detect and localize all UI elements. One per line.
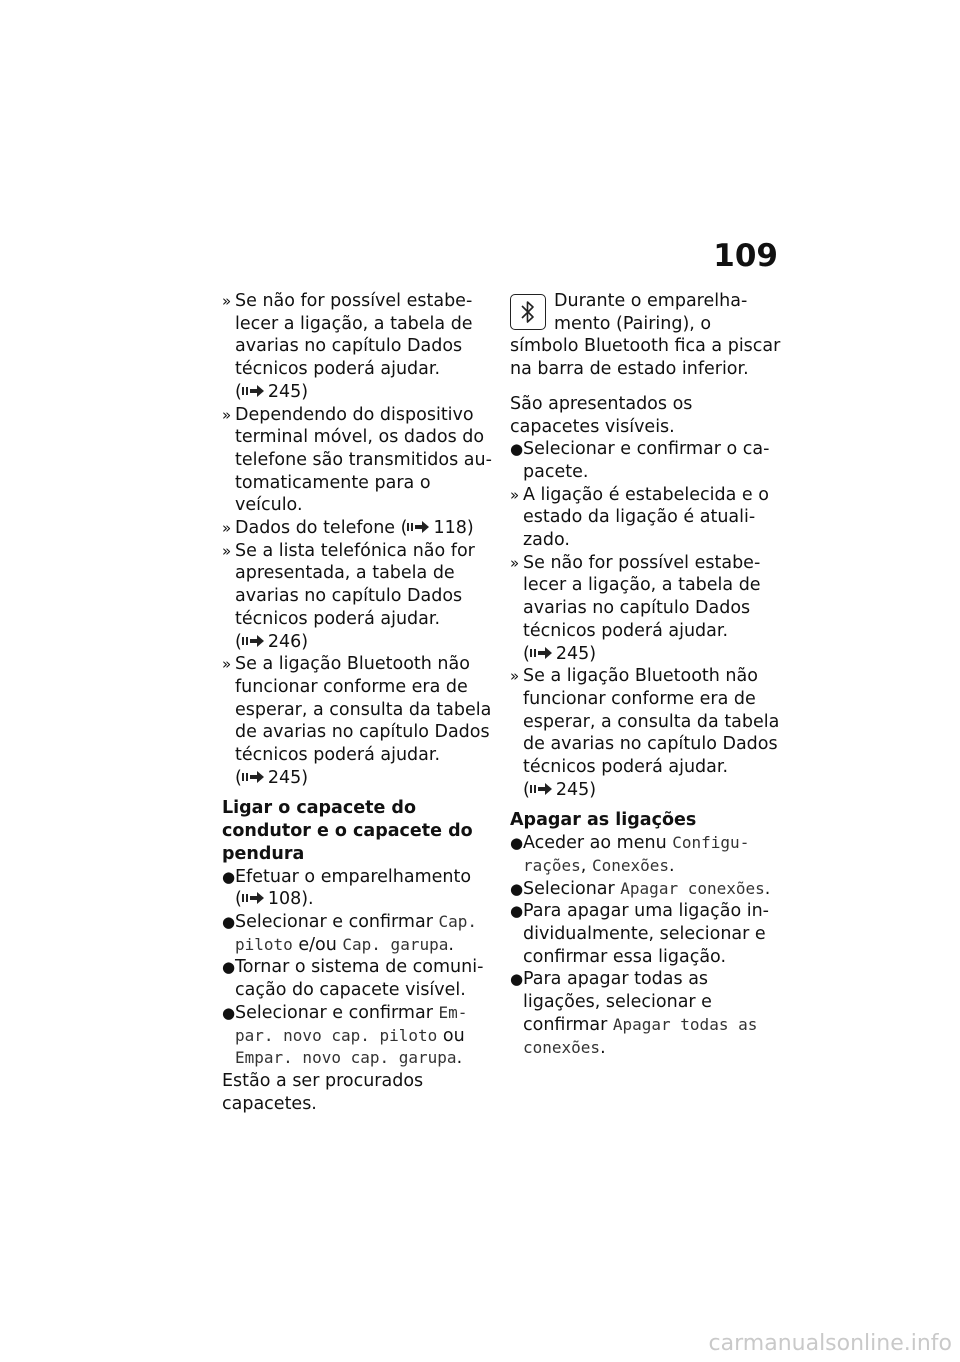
ref-arrow-icon (242, 771, 264, 783)
page-number: 109 (713, 238, 778, 274)
page-ref[interactable]: 245 (267, 767, 302, 788)
list-item: » Dependendo do dispositivo terminal móvel, os dados do telefone são transmitidos automaticamente para o veículo. (222, 404, 492, 516)
result-marker: » (510, 553, 520, 572)
list-item: » Se a lista telefónica não for apresentada, a tabela de avarias no capítulo Dados técnicos poderá ajudar. ( 246) (222, 540, 475, 652)
bluetooth-note: Durante o emparelhamento (Pairing), o símbolo Bluetooth fica a piscar na barra de estado inferior. (510, 291, 781, 380)
result-marker: » (510, 485, 520, 504)
left-column (222, 290, 492, 1115)
step-item: ● Aceder ao menu Configurações, Conexões. (510, 833, 750, 876)
ref-arrow-icon (530, 783, 552, 795)
visible-note: São apresentados os capacetes visíveis. (510, 393, 693, 437)
ref-arrow-icon (407, 521, 429, 533)
list-item: » A ligação é estabelecida e o estado da ligação é atualizado. (510, 484, 769, 551)
list-item: » Se a ligação Bluetooth não funcionar conforme era de esperar, a consulta da tabela de avarias no capítulo Dados técnicos poderá ajudar. ( 245) (222, 654, 492, 788)
step-item: ● Tornar o sistema de comunicação do capacete visível. (222, 957, 484, 1001)
page-ref[interactable]: 245 (267, 381, 302, 402)
list-item: » Se não for possível estabelecer a ligação, a tabela de avarias no capítulo Dados técnicos poderá ajudar. ( 245) (510, 552, 761, 664)
bullet-marker: ● (510, 879, 524, 898)
section-heading: Ligar o capacete do condutor e o capacete do pendura (222, 798, 473, 864)
bullet-marker: ● (222, 1003, 236, 1022)
ref-arrow-icon (242, 635, 264, 647)
menu-option: Configurações (523, 833, 750, 875)
menu-option: Cap. piloto (235, 911, 477, 954)
section-heading: Apagar as ligações (510, 810, 697, 831)
menu-option: Cap. garupa (342, 934, 449, 954)
bluetooth-icon (510, 294, 546, 330)
list-item: » Se não for possível estabelecer a ligação, a tabela de avarias no capítulo Dados técnicos poderá ajudar. ( 245) (222, 291, 473, 402)
menu-option: Conexões (591, 855, 669, 875)
result-paragraph: Estão a ser procurados capacetes. (222, 1070, 424, 1114)
ref-arrow-icon (242, 892, 264, 904)
bullet-marker: ● (222, 867, 236, 886)
watermark: carmanualsonline.info (708, 1331, 952, 1356)
bullet-marker: ● (222, 958, 236, 977)
bullet-marker: ● (510, 902, 524, 921)
step-item: ● Selecionar e confirmar Empar. novo cap. piloto ou Empar. novo cap. garupa. (222, 1002, 468, 1069)
result-marker: » (222, 655, 232, 674)
bullet-marker: ● (222, 912, 236, 931)
page-ref[interactable]: 108). (267, 889, 314, 910)
list-item: » Dados do telefone ( 118) (222, 518, 474, 539)
right-column (510, 290, 782, 1059)
result-marker: » (510, 667, 520, 686)
step-item: ● Efetuar o emparelhamento ( 108). (222, 866, 472, 910)
step-item: ● Para apagar todas as ligações, selecionar e confirmar Apagar todas as conexões. (510, 969, 758, 1058)
ref-arrow-icon (530, 647, 552, 659)
result-marker: » (222, 405, 232, 424)
page-ref[interactable]: 246 (267, 631, 302, 652)
step-item: ● Selecionar Apagar conexões. (510, 878, 771, 899)
page-ref[interactable]: 245 (555, 779, 590, 800)
menu-option: Apagar todas as conexões (523, 1014, 758, 1057)
ref-arrow-icon (242, 385, 264, 397)
menu-option: Empar. novo cap. garupa (235, 1048, 457, 1068)
bullet-marker: ● (510, 834, 524, 853)
bullet-marker: ● (510, 970, 524, 989)
page-ref[interactable]: 245 (555, 643, 590, 664)
step-item: ● Para apagar uma ligação individualmente, selecionar e confirmar essa ligação. (510, 901, 769, 967)
menu-option: Apagar conexões (620, 878, 765, 898)
menu-option: Empar. novo cap. piloto (235, 1002, 468, 1045)
result-marker: » (222, 292, 232, 310)
bullet-marker: ● (510, 440, 524, 459)
result-marker: » (222, 519, 232, 538)
step-item: ● Selecionar e confirmar Cap. piloto e/ou Cap. garupa. (222, 911, 477, 955)
list-item: » Se a ligação Bluetooth não funcionar conforme era de esperar, a consulta da tabela de avarias no capítulo Dados técnicos poderá ajudar. ( 245) (510, 666, 780, 800)
result-marker: » (222, 541, 232, 560)
page-ref[interactable]: 118) (433, 518, 474, 539)
list-item: ● Selecionar e confirmar o capacete. (510, 439, 770, 482)
